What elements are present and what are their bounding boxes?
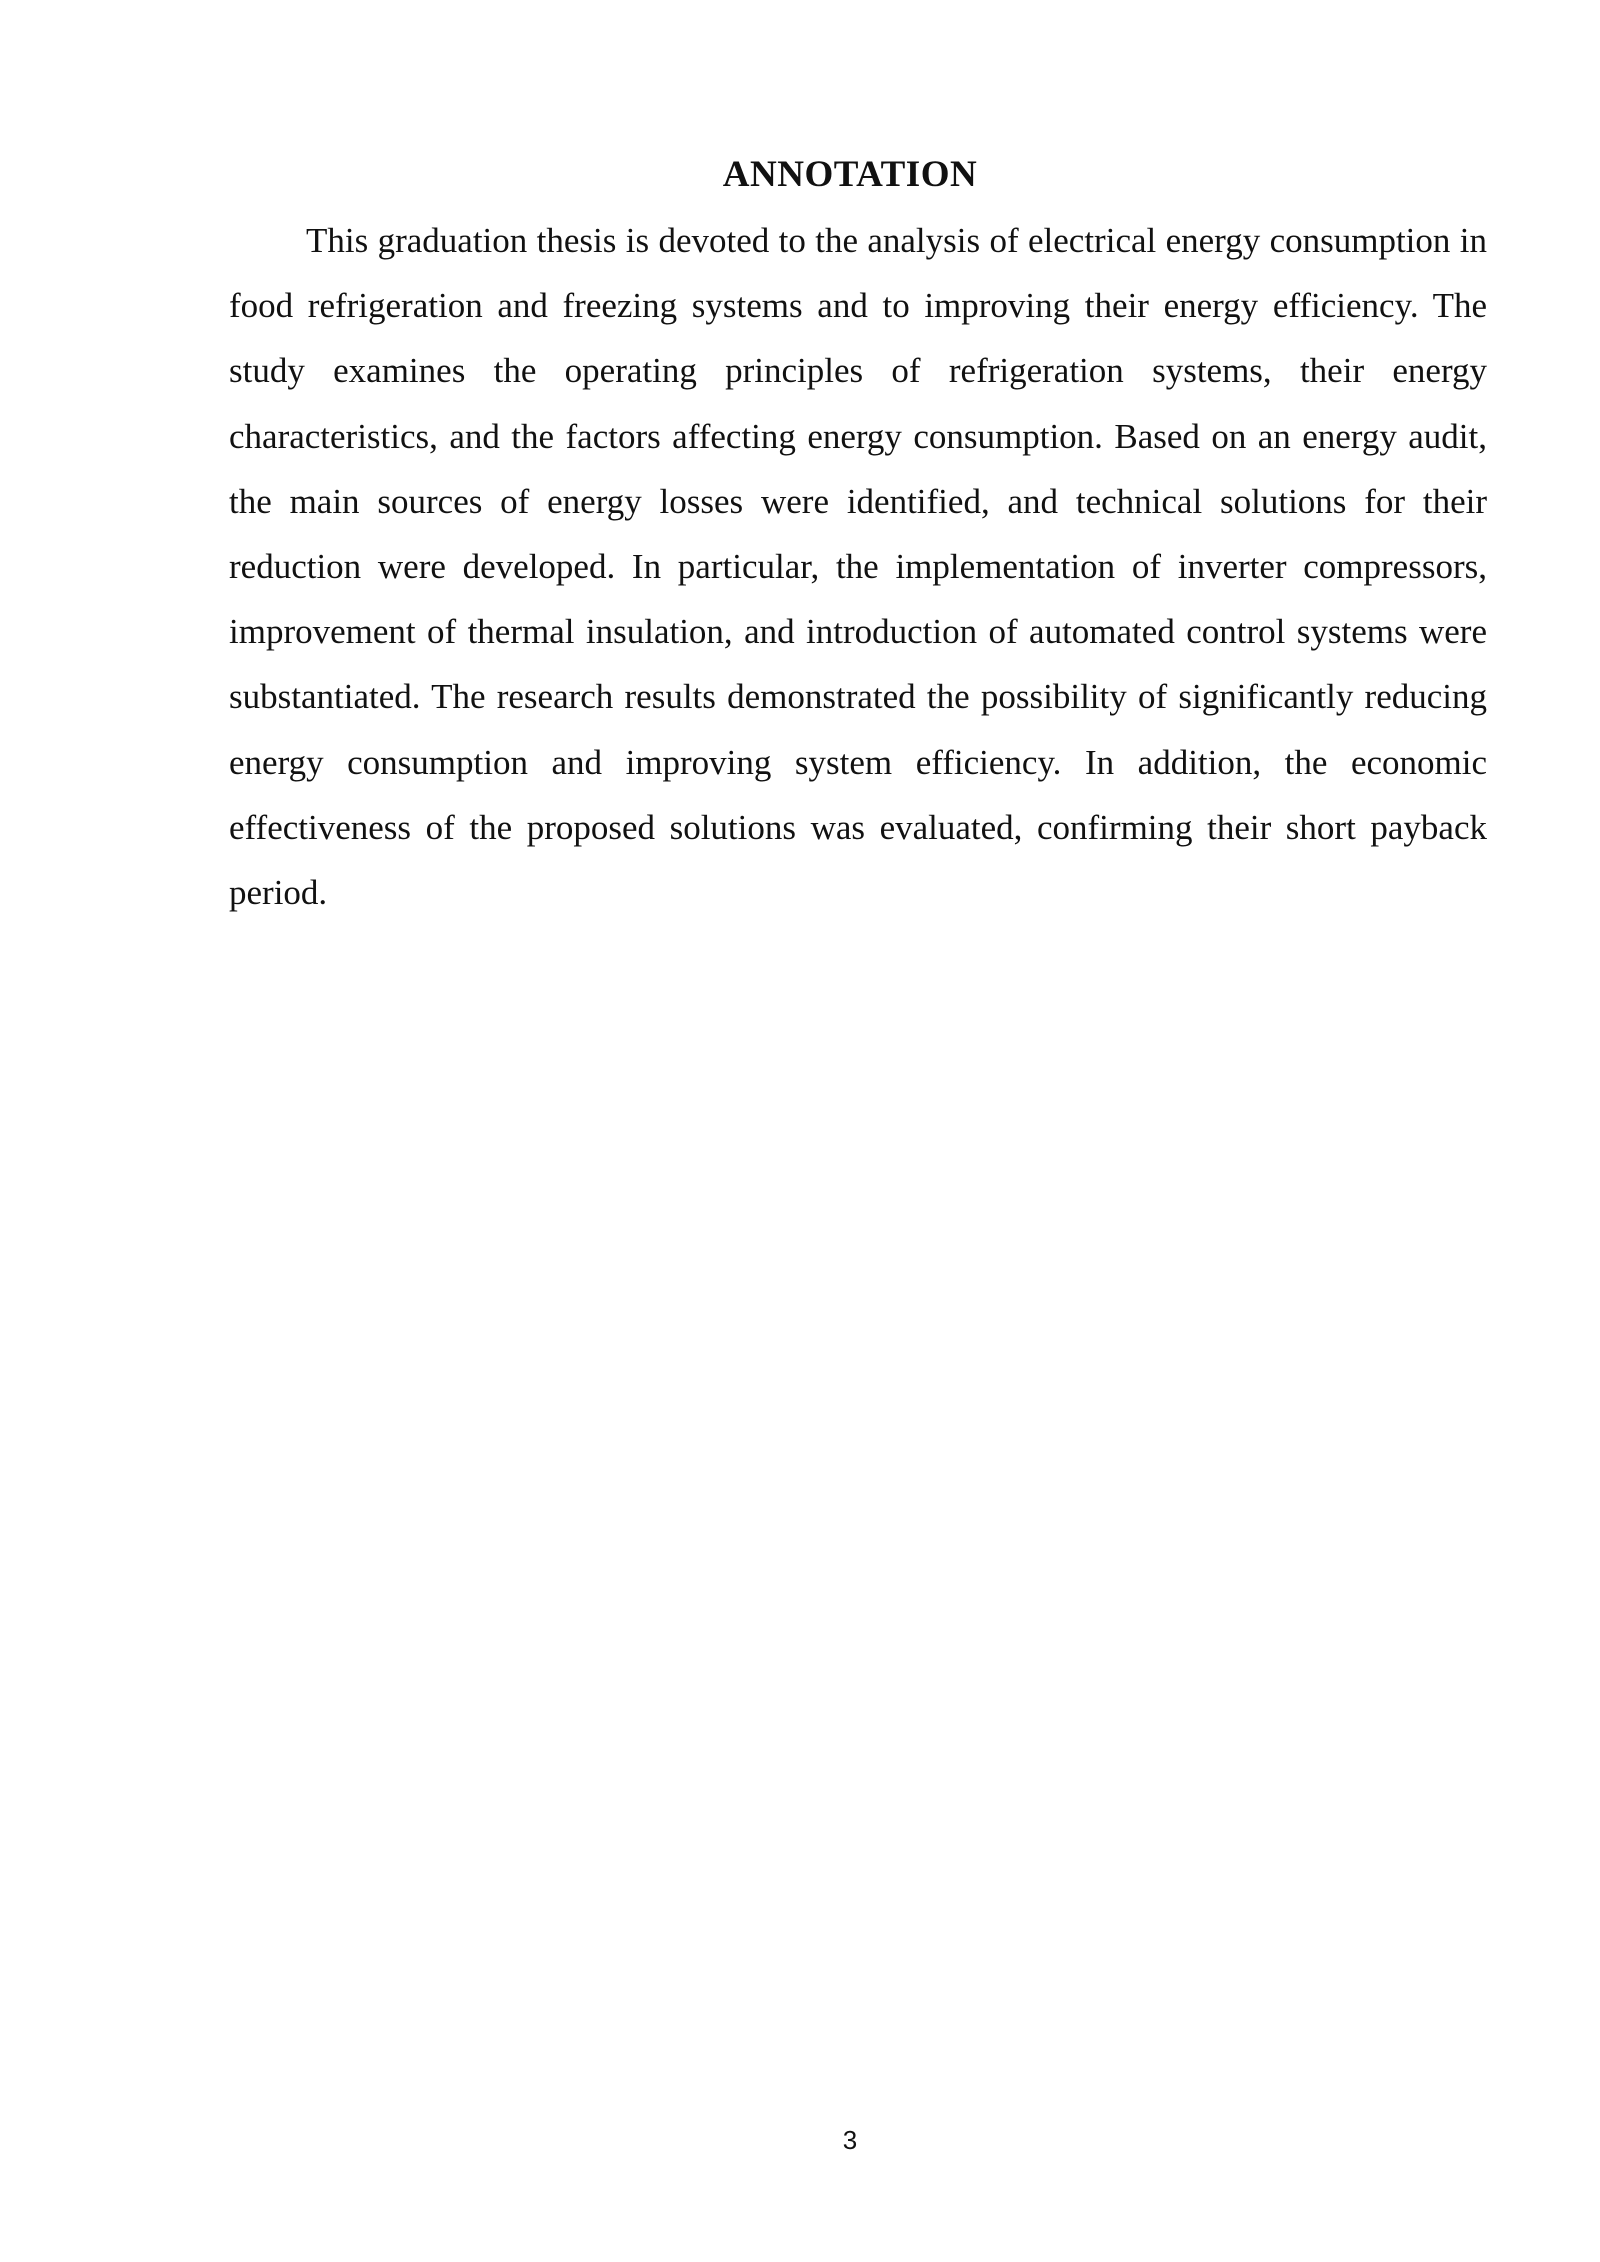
page-title: ANNOTATION xyxy=(722,154,978,195)
annotation-paragraph: This graduation thesis is devoted to the analysis of electrical energy consumption in food refrigeration and freezing systems and to improving their energy efficiency. The study examines the operating principles of refrigeration systems, their energy characteristics, and the factors affecting energy consumption. Based on an energy audit, the main sources of energy losses were identified, and technical solutions for their reduction were developed. In particular, the implementation of inverter compressors, improvement of thermal insulation, and introduction of automated control systems were substantiated. The research results demonstrated the possibility of significantly reducing energy consumption and improving system efficiency. In addition, the economic effectiveness of the proposed solutions was evaluated, confirming their short payback period. xyxy=(229,221,1487,913)
page-number: 3 xyxy=(842,2125,858,2155)
